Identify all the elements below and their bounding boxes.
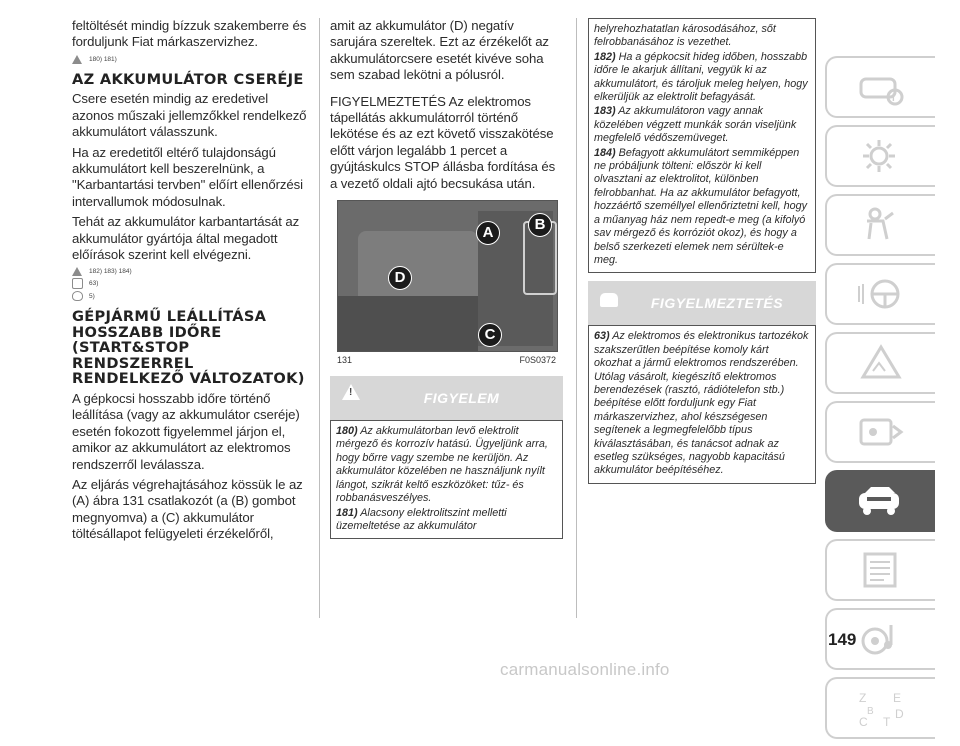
figure-caption <box>337 355 556 365</box>
tab-dashboard-lights[interactable] <box>825 125 935 187</box>
warning-triangle-icon <box>72 55 82 64</box>
svg-text:B: B <box>867 706 874 717</box>
caution-header <box>330 376 563 420</box>
paragraph: amit az akkumulátor (D) negatív sarujára szereltek. Ezt az érzékelőt az akkumulátorcsere esetét kivéve soha sem szabad lekötni a pólusról. <box>330 18 549 83</box>
label-a: A <box>476 221 500 245</box>
svg-text:T: T <box>883 715 891 728</box>
warning-road-icon <box>853 343 909 383</box>
column-middle <box>330 18 563 539</box>
warning-triangle-icon <box>72 267 82 276</box>
warning-item: 63) Az elektromos és elektronikus tartozékok szakszerűtlen beépítése komoly kárt okozhat a jármű elektromos rendszerében. Utólag vásárolt, kiegészítő elektromos berendezések (rasztó, rádiótelefon stb.) beépítése előtt forduljunk egy Fiat márkaszervizhez, ahol készségesen segítenek a legmegfelelőbb típus kiválasztásában, és tanácsot adnak az esetleg szükséges, nagyobb kapacitású akkumulátor beépítéséhez. <box>594 330 809 477</box>
caution-box-continued <box>588 18 816 273</box>
paragraph: Csere esetén mindig az eredetivel azonos műszaki jellemzőkkel rendelkező akkumulátort válasszunk. <box>72 91 307 140</box>
tab-index[interactable] <box>825 677 935 739</box>
label-c: C <box>478 323 502 347</box>
figure-battery-connector <box>330 200 563 370</box>
caution-item: 181) Alacsony elektrolitszint melletti üzemeltetése az akkumulátor <box>336 506 507 532</box>
tab-emergency[interactable] <box>825 401 935 463</box>
tab-safety[interactable] <box>825 194 935 256</box>
index-icon <box>853 688 909 728</box>
svg-text:Z: Z <box>859 691 867 705</box>
multimedia-icon <box>853 619 909 659</box>
car-info-icon <box>853 67 909 107</box>
column-divider <box>576 18 577 618</box>
paragraph: Az eljárás végrehajtásához kössük le az (A) ábra 131 csatlakozót (a (B) gombot megnyomva) a (C) akkumulátor töltésállapot felügyeleti érzékelőről, <box>72 476 303 542</box>
column-left <box>72 18 308 547</box>
safety-icon <box>853 205 909 245</box>
warning-title: FIGYELMEZTETÉS <box>650 295 784 312</box>
caution-item: 182) Ha a gépkocsit hideg időben, hosszabb időre le akarjuk állítani, vegyük ki az akkumulátort, és tároljuk meleg helyen, hogy elkerüljük az elektrolit befagyását. <box>594 50 808 104</box>
svg-text:i: i <box>892 93 895 104</box>
page-number: 149 <box>828 630 857 649</box>
paragraph: A gépkocsi hosszabb időre történő leállítása (vagy az akkumulátor cseréje) esetén fokozott figyelemmel járjon el, amikor az akkumulátort az elektromos rendszerről leválassza. <box>72 390 300 472</box>
caution-item: 180) Az akkumulátorban levő elektrolit mérgező és korrozív hatású. Ügyeljünk arra, hogy bőrre vagy szembe ne kerüljön. Az akkumulátor közelében ne használjunk nyílt lángot, szikrát keltő eszközöket: tűz- és robbanásveszélyes. <box>336 425 548 505</box>
warning-body <box>588 325 816 483</box>
section-heading-long-storage: GÉPJÁRMŰ LEÁLLÍTÁSA HOSSZABB IDŐRE (START&STOP RENDSZERREL RENDELKEZŐ VÁLTOZATOK) <box>72 308 305 388</box>
caution-item: 183) Az akkumulátoron vagy annak közelében végzett munkák során viseljünk megfelelő védőszemüveget. <box>594 105 797 145</box>
caution-hand-icon <box>72 278 83 289</box>
maintenance-car-icon <box>853 481 909 521</box>
technical-data-icon <box>853 550 909 590</box>
caution-box <box>330 376 563 539</box>
column-divider <box>319 18 320 618</box>
tab-technical-data[interactable] <box>825 539 935 601</box>
caution-body <box>588 18 816 273</box>
svg-text:D: D <box>895 707 904 721</box>
warning-triangle-icon: ! <box>342 384 360 400</box>
warning-header <box>588 281 816 325</box>
reference-marks: 180) 181) <box>72 55 308 64</box>
label-d: D <box>388 266 412 290</box>
column-right <box>588 18 816 484</box>
intro-paragraph: feltöltését mindig bízzuk szakemberre és forduljunk Fiat márkaszervizhez. <box>72 18 307 50</box>
reference-marks: 63) <box>72 278 308 289</box>
tab-driving[interactable] <box>825 263 935 325</box>
paragraph: Tehát az akkumulátor karbantartását az akkumulátor gyártója által megadott előírások szerint kell elvégezni. <box>72 214 300 262</box>
warning-box <box>588 281 816 483</box>
reference-marks: 5) <box>72 291 308 301</box>
paragraph: Ha az eredetitől eltérő tulajdonságú akkumulátort kell beszerelnünk, a "Karbantartási tervben" előírt ellenőrzési intervallumok módosulnak. <box>72 144 303 209</box>
watermark: carmanualsonline.info <box>500 660 670 679</box>
figure-code: F0S0372 <box>519 355 556 366</box>
label-b: B <box>528 213 552 237</box>
tab-warning-road[interactable] <box>825 332 935 394</box>
figure-number: 131 <box>337 355 353 366</box>
caution-item: helyrehozhatatlan károsodásához, sőt felrobbanásához is vezethet. <box>594 23 776 49</box>
svg-text:C: C <box>859 715 868 728</box>
warning-paragraph: FIGYELMEZTETÉS Az elektromos tápellátás akkumulátorról történő lekötése és az ezt követő visszakötése előtt várjon legalább 1 percet a gyújtáskulcs STOP állásba fordítása és a vezető oldali ajtó becsukása után. <box>330 93 556 191</box>
reference-marks: 182) 183) 184) <box>72 267 308 276</box>
emergency-icon <box>853 412 909 452</box>
tab-car-info[interactable] <box>825 56 935 118</box>
dashboard-lights-icon <box>853 136 909 176</box>
caution-item: 184) Befagyott akkumulátort semmiképpen ne próbáljunk tölteni: először ki kell olvasztani az elektrolitot, különben felrobbanhat. Ha az akkumulátor befagyott, hozzáértő személlyel ellenőriztetni kell, hogy a műanyag ház nem repedt-e meg (a kifolyó sav mérgező és korróziót okoz), és hogy a belső szerkezeti elemek nem sérültek-e meg. <box>594 146 808 266</box>
battery-photo <box>337 200 558 352</box>
svg-text:E: E <box>893 691 902 705</box>
caution-title: FIGYELEM <box>423 390 500 407</box>
driving-icon <box>853 274 909 314</box>
tab-maintenance[interactable] <box>825 470 935 532</box>
caution-body <box>330 420 563 539</box>
environment-icon <box>72 291 83 301</box>
section-heading-battery-replacement: AZ AKKUMULÁTOR CSERÉJE <box>72 70 304 88</box>
